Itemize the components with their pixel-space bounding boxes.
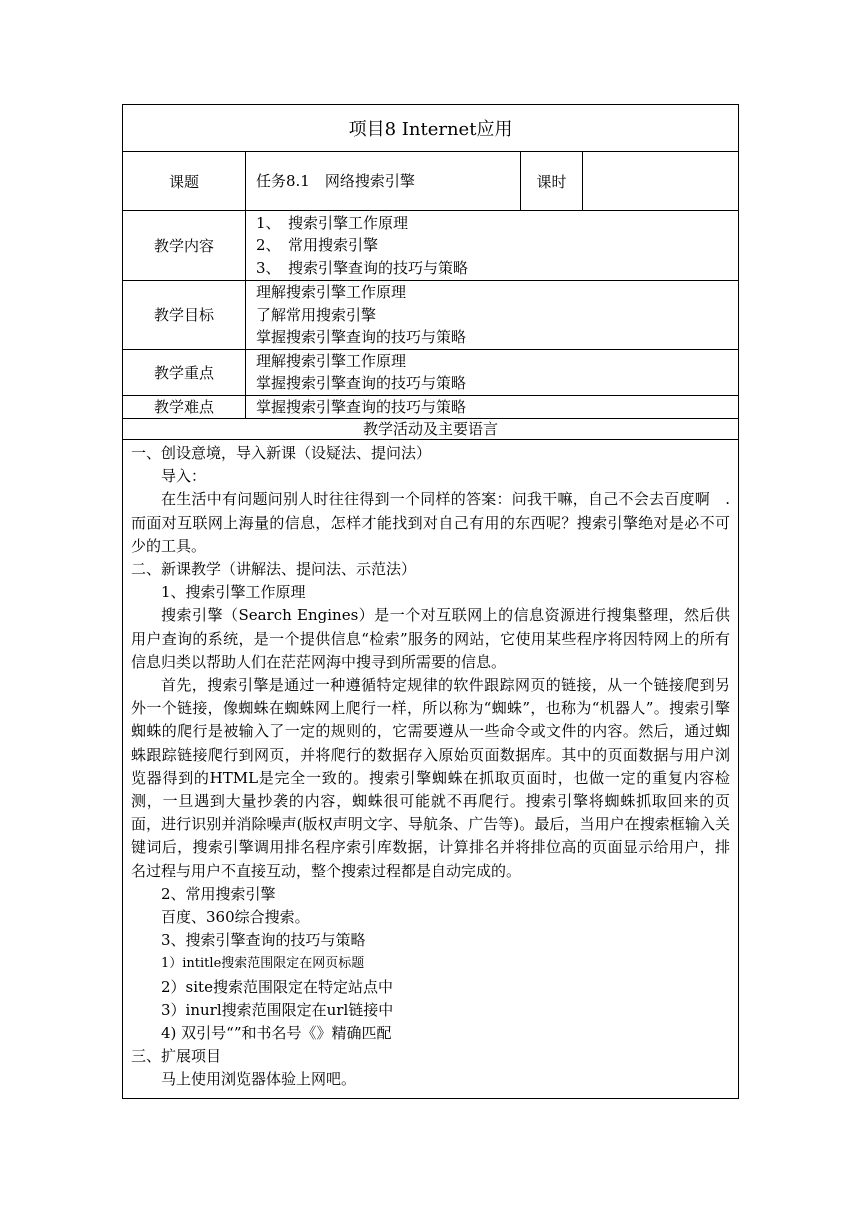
activities-header: 教学活动及主要语言: [123, 419, 739, 440]
subsection-heading: 2、常用搜索引擎: [161, 884, 276, 903]
section-heading: 二、新课教学（讲解法、提问法、示范法）: [131, 560, 417, 579]
content-list: [246, 211, 739, 281]
content-label: 教学内容: [123, 211, 246, 281]
engine-list-text: 百度、360综合搜索。: [161, 908, 310, 927]
lesson-plan-table: [122, 104, 739, 1099]
goals-label: 教学目标: [123, 281, 246, 350]
tip-item: 1）intitle搜索范围限定在网页标题: [161, 956, 365, 972]
topic-value: 任务8.1 网络搜索引擎: [246, 152, 521, 211]
tip-item: 3）inurl搜索范围限定在url链接中: [161, 1000, 394, 1019]
goal-item: 掌握搜索引擎查询的技巧与策略: [256, 328, 467, 346]
subsection-heading: 1、搜索引擎工作原理: [161, 583, 306, 602]
goal-item: 了解常用搜索引擎: [256, 305, 377, 324]
activities-body: [123, 440, 739, 1099]
page-title: 项目8 Internet应用: [123, 105, 739, 152]
content-row: [123, 211, 739, 281]
section-heading: 一、创设意境，导入新课（设疑法、提问法）: [131, 444, 432, 462]
difficulty-label: 教学难点: [123, 395, 246, 419]
paragraph: 首先，搜索引擎是通过一种遵循特定规律的软件跟踪网页的链接，从一个链接爬到另外一个链接，像蜘蛛在蜘蛛网上爬行一样，所以称为“蜘蛛”，也称为“机器人”。搜索引擎蜘蛛的爬行是被输入了一定的规则的，它需要遵从一些命令或文件的内容。然后，通过蜘蛛跟踪链接爬行到网页，并将爬行的数据存入原始页面数据库。其中的页面数据与用户浏览器得到的HTML是完全一致的。搜索引擎蜘蛛在抓取页面时，也做一定的重复内容检测，一旦遇到大量抄袭的内容，蜘蛛很可能就不再爬行。搜索引擎将蜘蛛抓取回来的页面，进行识别并消除噪声(版权声明文字、导航条、广告等)。最后，当用户在搜索框输入关键词后，搜索引擎调用排名程序索引库数据，计算排名并将排位高的页面显示给用户，排名过程与用户不直接互动，整个搜索过程都是自动完成的。: [131, 676, 731, 880]
topic-row: [123, 152, 739, 211]
difficulty-row: [123, 395, 739, 419]
key-point-item: 理解搜索引擎工作原理: [256, 351, 407, 370]
key-points-list: [246, 349, 739, 395]
paragraph: 搜索引擎（Search Engines）是一个对互联网上的信息资源进行搜集整理，然后供用户查询的系统，是一个提供信息“检索”服务的网站，它使用某些程序将因特网上的所有信息归类以帮助人们在茫茫网海中搜寻到所需要的信息。: [131, 606, 731, 671]
topic-label: 课题: [123, 152, 246, 211]
intro-paragraph: 在生活中有问题问别人时往往得到一个同样的答案：问我干嘛，自己不会去百度啊 . 而面对互联网上海量的信息，怎样才能找到对自己有用的东西呢？搜索引擎绝对是必不可少的工具。: [131, 490, 731, 555]
activities-body-row: [123, 440, 739, 1099]
content-item: 3、 搜索引擎查询的技巧与策略: [256, 258, 469, 277]
intro-label: 导入：: [161, 467, 207, 486]
tip-item: 2）site搜索范围限定在特定站点中: [161, 977, 393, 996]
tip-item: 4) 双引号“”和书名号《》精确匹配: [161, 1024, 392, 1043]
key-points-row: [123, 349, 739, 395]
hours-label: 课时: [521, 152, 583, 211]
content-item: 2、 常用搜索引擎: [256, 236, 379, 255]
extension-text: 马上使用浏览器体验上网吧。: [161, 1070, 357, 1089]
hours-value: [583, 152, 739, 211]
difficulty-value: 掌握搜索引擎查询的技巧与策略: [246, 395, 739, 419]
key-points-label: 教学重点: [123, 349, 246, 395]
section-heading: 三、扩展项目: [131, 1047, 222, 1066]
activities-header-row: [123, 419, 739, 440]
key-point-item: 掌握搜索引擎查询的技巧与策略: [256, 374, 467, 392]
goals-row: [123, 281, 739, 350]
goals-list: [246, 281, 739, 350]
content-item: 1、 搜索引擎工作原理: [256, 213, 409, 232]
subsection-heading: 3、搜索引擎查询的技巧与策略: [161, 931, 366, 950]
goal-item: 理解搜索引擎工作原理: [256, 283, 407, 301]
